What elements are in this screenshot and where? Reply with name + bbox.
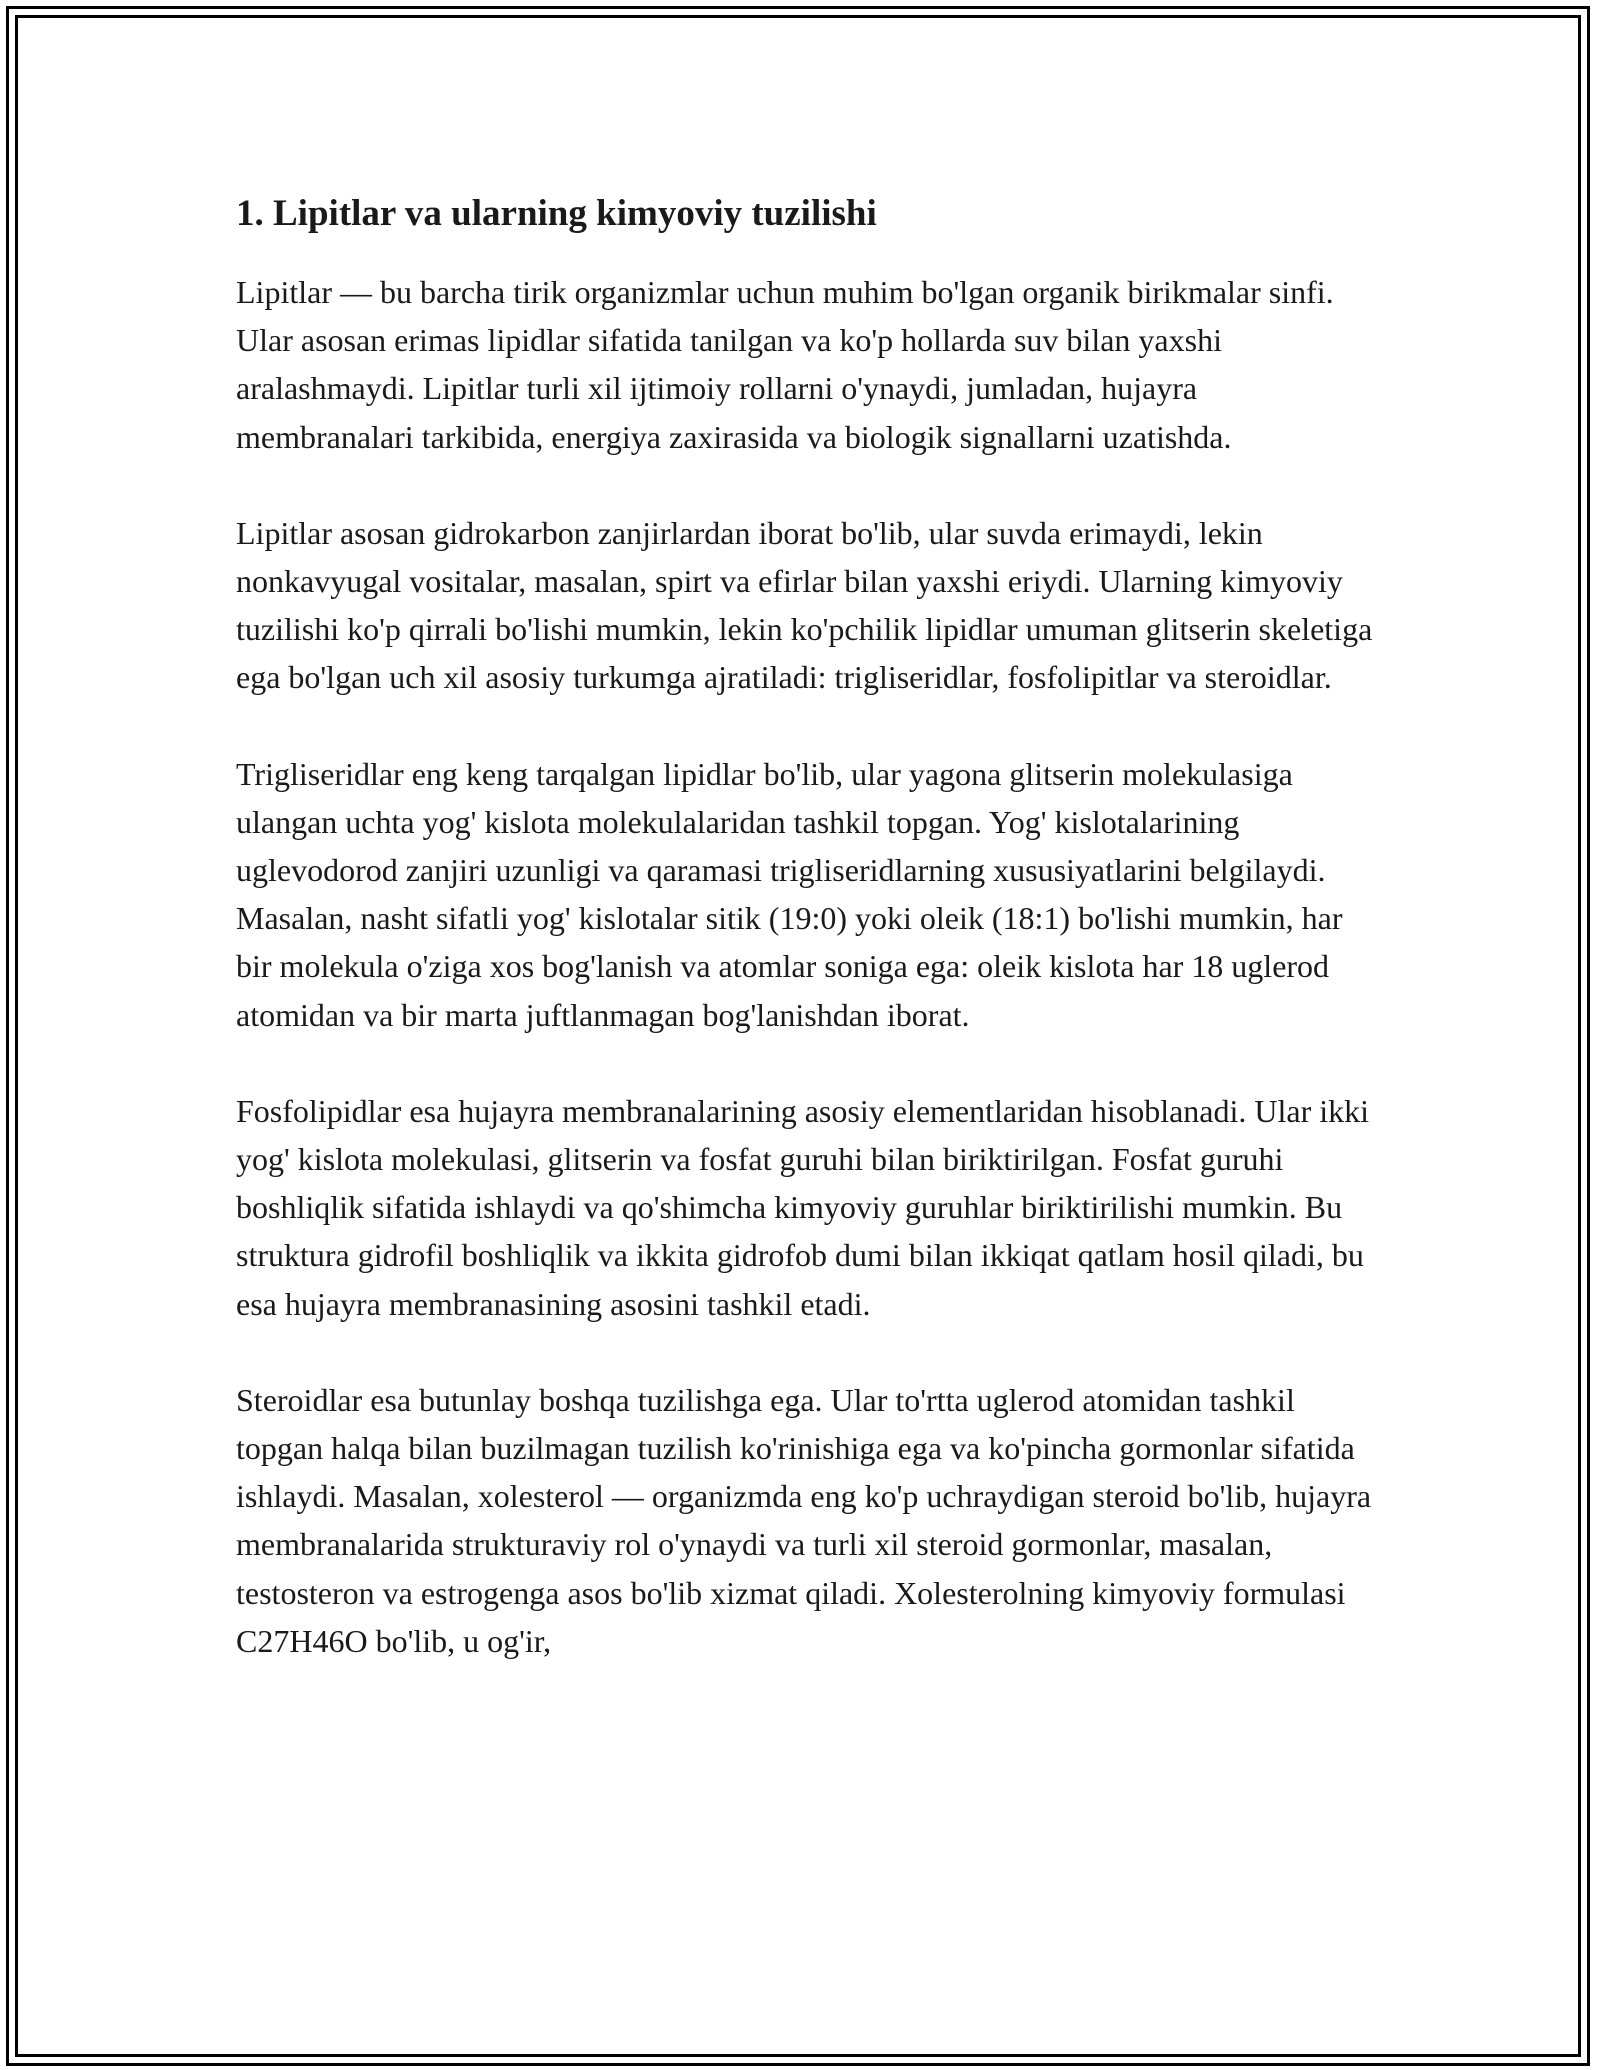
paragraph-structure: Lipitlar asosan gidrokarbon zanjirlardan iborat bo'lib, ular suvda erimaydi, lekin nonkavyugal vositalar, masalan, spirt va efirlar bilan yaxshi eriydi. Ularning kimyoviy tuzilishi ko'p qirrali bo'lishi mumkin, lekin ko'pchilik lipidlar umuman glitserin skeletiga ega bo'lgan uch xil asosiy turkumga ajratiladi: trigliseridlar, fosfolipitlar va steroidlar.: [236, 514, 1373, 696]
paragraph-intro: Lipitlar — bu barcha tirik organizmlar uchun muhim bo'lgan organik birikmalar sinfi. Ular asosan erimas lipidlar sifatida tanilgan va ko'p hollarda suv bilan yaxshi aralashmaydi. Lipitlar turli xil ijtimoiy rollarni o'ynaydi, jumladan, hujayra membranalari tarkibida, energiya zaxirasida va biologik signallarni uzatishda.: [236, 274, 1334, 455]
section-title: 1. Lipitlar va ularning kimyoviy tuzilishi: [236, 193, 877, 234]
paragraph-phospholipids: Fosfolipidlar esa hujayra membranalarining asosiy elementlaridan hisoblanadi. Ular ikki yog' kislota molekulasi, glitserin va fosfat guruhi bilan biriktirilgan. Fosfat guruhi boshliqlik sifatida ishlaydi va qo'shimcha kimyoviy guruhlar biriktirilishi mumkin. Bu struktura gidrofil boshliqlik va ikkita gidrofob dumi bilan ikkiqat qatlam hosil qiladi, bu esa hujayra membranasining asosini tashkil etadi.: [236, 1092, 1370, 1322]
paragraph-steroids: Steroidlar esa butunlay boshqa tuzilishga ega. Ular to'rtta uglerod atomidan tashkil topgan halqa bilan buzilmagan tuzilish ko'rinishiga ega va ko'pincha gormonlar sifatida ishlaydi. Masalan, xolesterol — organizmda eng ko'p uchraydigan steroid bo'lib, hujayra membranalarida strukturaviy rol o'ynaydi va turli xil steroid gormonlar, masalan, testosteron va estrogenga asos bo'lib xizmat qiladi. Xolesterolning kimyoviy formulasi C27H46O bo'lib, u og'ir,: [236, 1381, 1372, 1659]
paragraph-triglycerides: Trigliseridlar eng keng tarqalgan lipidlar bo'lib, ular yagona glitserin molekulasiga ulangan uchta yog' kislota molekulalaridan tashkil topgan. Yog' kislotalarining uglevodorod zanjiri uzunligi va qaramasi trigliseridlarning xususiyatlarini belgilaydi. Masalan, nasht sifatli yog' kislotalar sitik (19:0) yoki oleik (18:1) bo'lishi mumkin, har bir molekula o'ziga xos bog'lanish va atomlar soniga ega: oleik kislota har 18 uglerod atomidan va bir marta juftlanmagan bog'lanishdan iborat.: [236, 755, 1343, 1033]
document-body: [236, 186, 1376, 1713]
